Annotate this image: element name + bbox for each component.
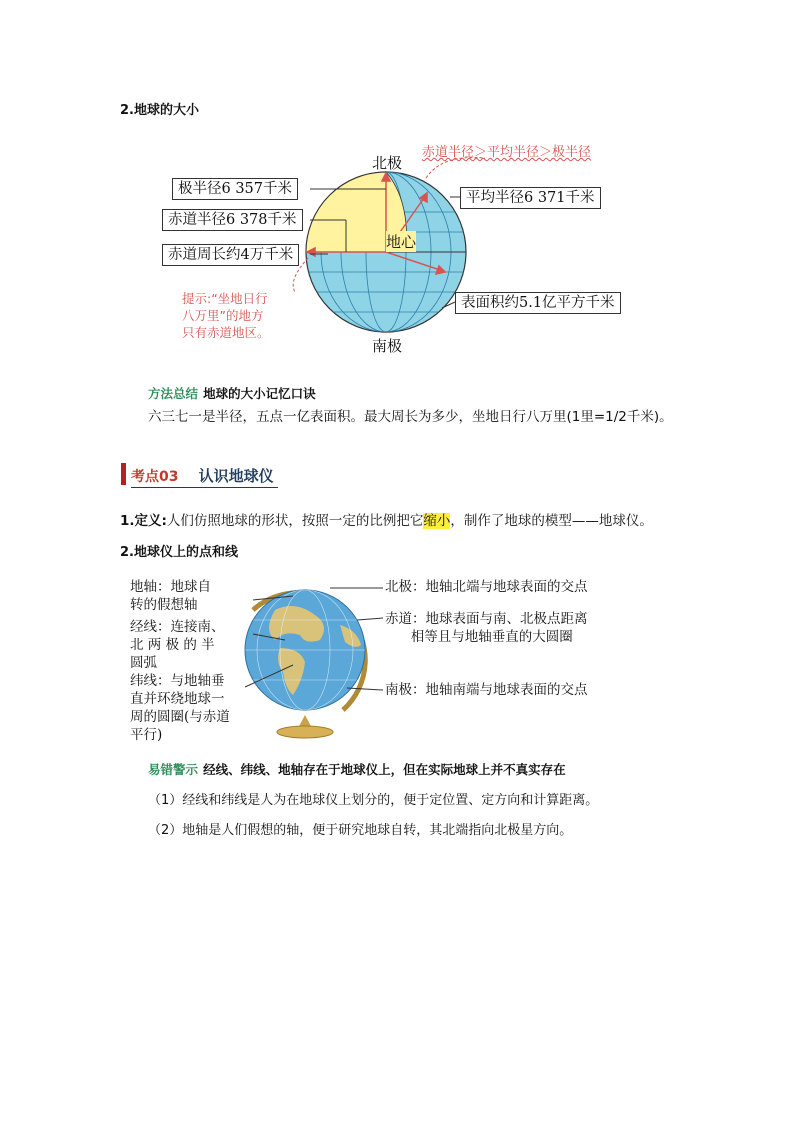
earth-size-figure xyxy=(160,140,680,360)
definition-text-before: 人们仿照地球的形状，按照一定的比例把它 xyxy=(166,513,424,529)
method-summary-tag: 方法总结 xyxy=(148,386,199,401)
globe-south-pole-label: 南极：地轴南端与地球表面的交点 xyxy=(385,682,588,698)
method-summary-title: 地球的大小记忆口诀 xyxy=(203,386,316,401)
warning-item-1: （1）经线和纬线是人为在地球仪上划分的，便于定位置、定方向和计算距离。 xyxy=(148,793,599,808)
section-title-globe-points-lines: 2.地球仪上的点和线 xyxy=(120,545,238,560)
surface-area-box: 表面积约5.1亿平方千米 xyxy=(455,292,621,314)
section-title-earth-size: 2.地球的大小 xyxy=(120,103,199,118)
radius-comparison-note: 赤道半径＞平均半径＞极半径 xyxy=(422,145,592,160)
warning-item-2: （2）地轴是人们假想的轴，便于研究地球自转，其北端指向北极星方向。 xyxy=(148,823,573,838)
globe-north-pole-label: 北极：地轴北端与地球表面的交点 xyxy=(385,579,588,595)
north-pole-label: 北极 xyxy=(372,154,403,172)
definition-highlight: 缩小 xyxy=(423,513,451,529)
globe-equator-label: 赤道：地球表面与南、北极点距离 相等且与地轴垂直的大圆圈 xyxy=(385,611,588,645)
method-summary-heading xyxy=(148,383,316,402)
equatorial-radius-box: 赤道半径6 378千米 xyxy=(162,209,303,231)
south-pole-label: 南极 xyxy=(372,337,403,355)
globe-parallel-label: 纬线：与地轴垂 直并环绕地球一 周的圆圈(与赤道 平行) xyxy=(130,673,230,743)
warning-tag: 易错警示 xyxy=(148,762,199,777)
method-summary-text: 六三七一是半径，五点一亿表面积。最大周长为多少，坐地日行八万里(1里=1/2千米)。 xyxy=(148,409,673,425)
warning-heading xyxy=(148,759,566,778)
polar-radius-box: 极半径6 357千米 xyxy=(172,178,298,200)
kaodian-number: 考点03 xyxy=(131,469,179,485)
earth-center-label: 地心 xyxy=(386,233,417,251)
kaodian-title: 认识地球仪 xyxy=(198,467,274,485)
kaodian-marker xyxy=(121,463,126,485)
definition-prefix: 1.定义: xyxy=(120,513,167,529)
equator-circumference-box: 赤道周长约4万千米 xyxy=(162,244,299,266)
kaodian-underline xyxy=(131,487,278,488)
globe-axis-label: 地轴：地球自 转的假想轴 xyxy=(130,579,211,613)
hint-note: 提示:“坐地日行 八万里”的地方 只有赤道地区。 xyxy=(182,291,270,340)
definition-line xyxy=(120,509,653,529)
globe-meridian-label: 经线：连接南、 北 两 极 的 半 圆弧 xyxy=(130,619,225,671)
definition-text-after: ，制作了地球的模型——地球仪。 xyxy=(450,513,653,529)
mean-radius-box: 平均半径6 371千米 xyxy=(460,187,601,209)
warning-title: 经线、纬线、地轴存在于地球仪上，但在实际地球上并不真实存在 xyxy=(203,762,566,777)
globe-figure xyxy=(125,570,635,743)
kaodian-heading xyxy=(131,465,274,486)
